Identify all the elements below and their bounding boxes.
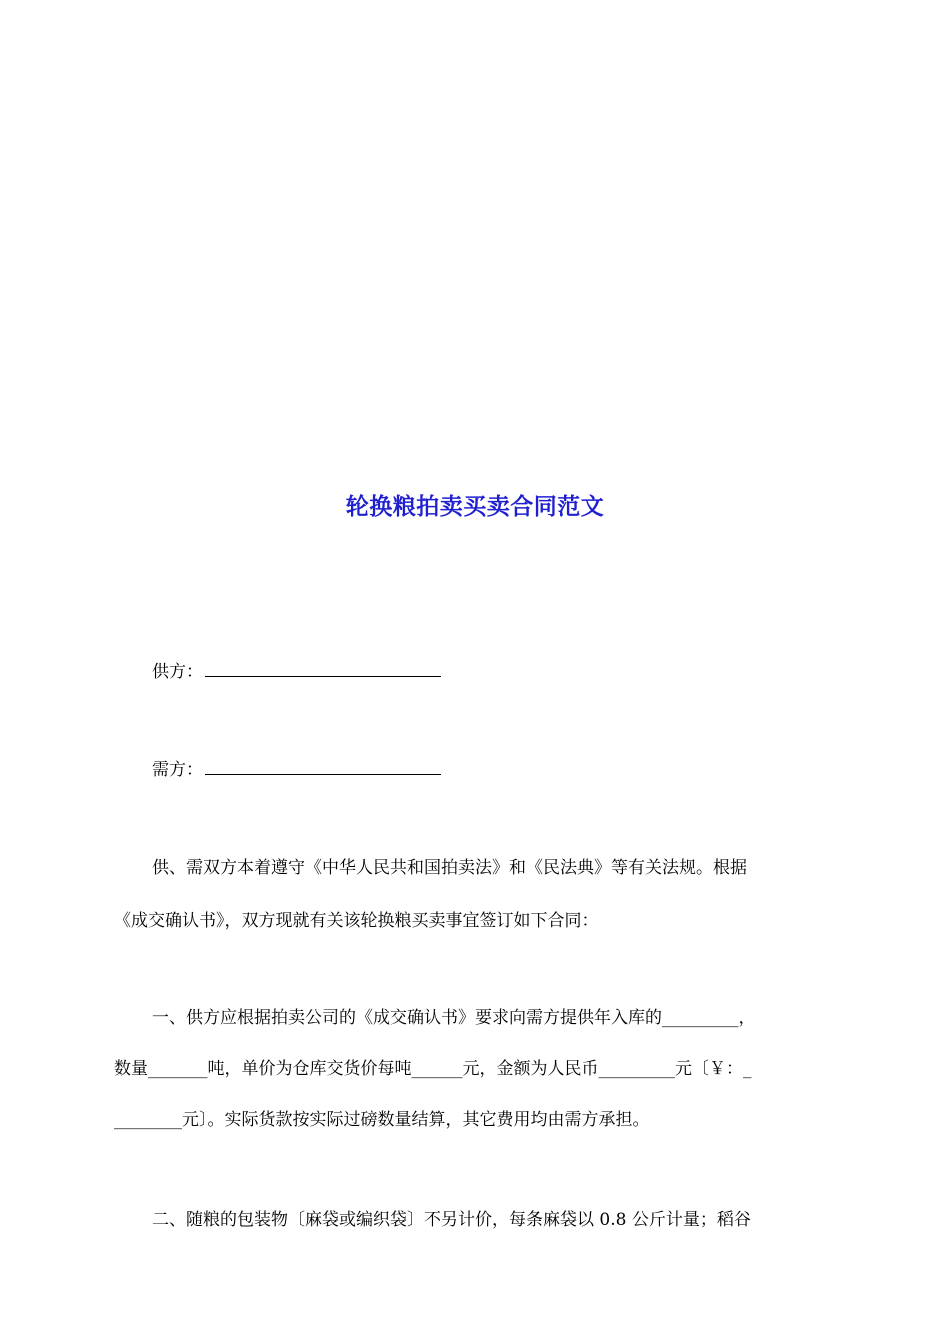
clause-1-line-1: 一、供方应根据拍卖公司的《成交确认书》要求向需方提供年入库的_________， (152, 1008, 756, 1028)
supplier-blank (205, 661, 441, 677)
document-title: 轮换粮拍卖买卖合同范文 (345, 493, 605, 520)
clause-1-line-2: 数量_______吨，单价为仓库交货价每吨______元，金额为人民币_________元〔￥：_ (114, 1059, 752, 1079)
preamble-line-1: 供、需双方本着遵守《中华人民共和国拍卖法》和《民法典》等有关法规。根据 (152, 858, 747, 878)
clause-2-line-1: 二、随粮的包装物〔麻袋或编织袋〕不另计价，每条麻袋以 0.8 公斤计量；稻谷 (152, 1210, 751, 1230)
preamble-line-2: 《成交确认书》，双方现就有关该轮换粮买卖事宜签订如下合同： (114, 911, 599, 931)
supplier-label: 供方： (152, 662, 203, 682)
buyer-blank (205, 759, 441, 775)
clause-1-line-3: ________元〕。实际货款按实际过磅数量结算，其它费用均由需方承担。 (114, 1110, 650, 1130)
buyer-line (152, 758, 839, 782)
buyer-label: 需方： (152, 760, 203, 780)
supplier-line (152, 660, 839, 684)
